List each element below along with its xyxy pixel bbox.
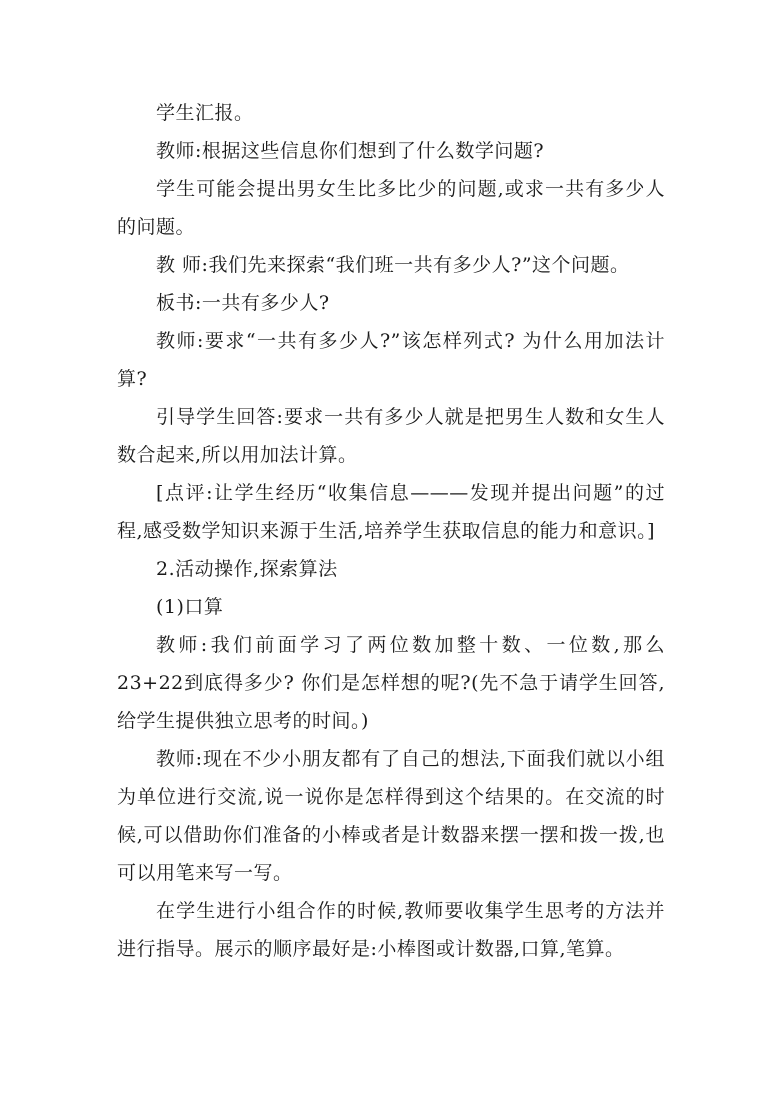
section-heading: 2.活动操作,探索算法 [156, 558, 338, 580]
paragraph: 学生可能会提出男女生比多比少的问题,或求一共有多少人的问题。 [117, 178, 665, 238]
paragraph: 教 师:我们先来探索“我们班一共有多少人?”这个问题。 [156, 254, 630, 276]
paragraph: 在学生进行小组合作的时候,教师要收集学生思考的方法并进行指导。展示的顺序最好是:小棒图或计数器,口算,笔算。 [117, 900, 665, 960]
paragraph: 引导学生回答:要求一共有多少人就是把男生人数和女生人数合起来,所以用加法计算。 [117, 406, 665, 466]
paragraph: 教师:现在不少小朋友都有了自己的想法,下面我们就以小组为单位进行交流,说一说你是怎样得到这个结果的。在交流的时候,可以借助你们准备的小棒或者是计数器来摆一摆和拨一拨,也可以用笔来写一写。 [117, 748, 665, 884]
paragraph: 学生汇报。 [156, 102, 254, 124]
subsection-heading: (1)口算 [156, 596, 224, 618]
paragraph: [点评:让学生经历“收集信息———发现并提出问题”的过程,感受数学知识来源于生活,培养学生获取信息的能力和意识。] [117, 482, 665, 542]
document-body [117, 94, 665, 968]
paragraph: 教师:我们前面学习了两位数加整十数、一位数,那么23+22到底得多少? 你们是怎样想的呢?(先不急于请学生回答,给学生提供独立思考的时间。) [117, 634, 665, 732]
paragraph: 教师:根据这些信息你们想到了什么数学问题? [156, 140, 545, 162]
paragraph: 板书:一共有多少人? [156, 292, 330, 314]
paragraph: 教师:要求“一共有多少人?”该怎样列式? 为什么用加法计算? [117, 330, 665, 390]
